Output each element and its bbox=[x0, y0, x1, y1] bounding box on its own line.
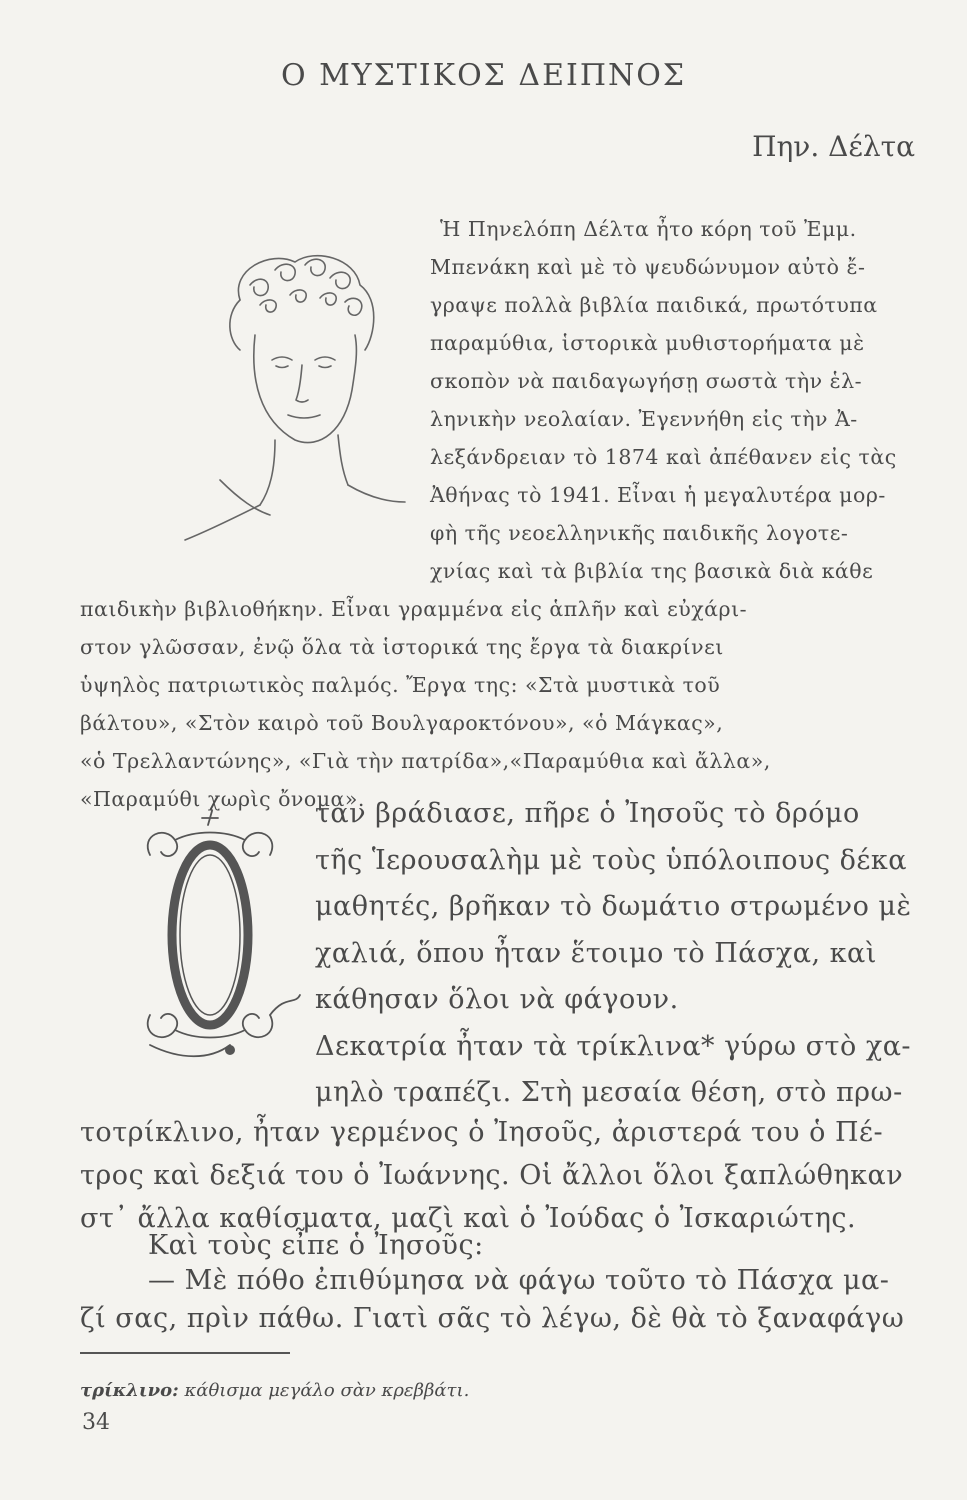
bio-line: Μπενάκη καὶ μὲ τὸ ψευδώνυμον αὐτὸ ἔ- bbox=[430, 255, 866, 279]
footnote-divider bbox=[80, 1352, 290, 1354]
story-line: χαλιά, ὅπου ἦταν ἕτοιμο τὸ Πάσχα, καὶ bbox=[315, 938, 877, 969]
footnote bbox=[80, 1380, 469, 1401]
story-line: Καὶ τοὺς εἶπε ὁ Ἰησοῦς: bbox=[148, 1230, 484, 1261]
story-line: τοτρίκλινο, ἦταν γερμένος ὁ Ἰησοῦς, ἀριστερά του ὁ Πέ- bbox=[80, 1117, 884, 1148]
footnote-definition: κάθισμα μεγάλο σὰν κρεββάτι. bbox=[178, 1380, 470, 1401]
bio-line: βάλτου», «Στὸν καιρὸ τοῦ Βουλγαροκτόνου», «ὁ Μάγκας», bbox=[80, 711, 724, 735]
story-line: τρος καὶ δεξιά του ὁ Ἰωάννης. Οἱ ἄλλοι ὅλοι ξαπλώθηκαν bbox=[80, 1160, 904, 1191]
story-line: στ᾽ ἄλλα καθίσματα, μαζὶ καὶ ὁ Ἰούδας ὁ Ἰσκαριώτης. bbox=[80, 1203, 857, 1234]
bio-line: ληνικὴν νεολαίαν. Ἐγεννήθη εἰς τὴν Ἀ- bbox=[430, 407, 858, 431]
bio-line: λεξάνδρειαν τὸ 1874 καὶ ἀπέθανεν εἰς τὰς bbox=[430, 445, 897, 469]
decorative-drop-cap bbox=[130, 800, 310, 1070]
chapter-title: Ο ΜΥΣΤΙΚΟΣ ΔΕΙΠΝΟΣ bbox=[280, 58, 687, 93]
bio-line: παραμύθια, ἱστορικὰ μυθιστορήματα μὲ bbox=[430, 331, 865, 355]
page-number: 34 bbox=[82, 1410, 110, 1435]
portrait-illustration bbox=[180, 240, 420, 560]
story-line: ζί σας, πρὶν πάθω. Γιατὶ σᾶς τὸ λέγω, δὲ θὰ τὸ ξαναφάγω bbox=[80, 1303, 905, 1334]
story-line: μηλὸ τραπέζι. Στὴ μεσαία θέση, στὸ πρω- bbox=[315, 1077, 903, 1108]
bio-line: παιδικὴν βιβλιοθήκην. Εἶναι γραμμένα εἰς ἁπλῆν καὶ εὐχάρι- bbox=[80, 597, 748, 621]
author-name: Πην. Δέλτα bbox=[752, 130, 915, 163]
footnote-term: τρίκλινο: bbox=[80, 1380, 179, 1401]
bio-line: στον γλῶσσαν, ἐνῷ ὅλα τὰ ἱστορικά της ἔργα τὰ διακρίνει bbox=[80, 635, 724, 659]
bio-line: Ἡ Πηνελόπη Δέλτα ἦτο κόρη τοῦ Ἐμμ. bbox=[440, 217, 857, 241]
bio-line: Ἀθήνας τὸ 1941. Εἶναι ἡ μεγαλυτέρα μορ- bbox=[430, 483, 886, 507]
story-line: — Μὲ πόθο ἐπιθύμησα νὰ φάγω τοῦτο τὸ Πάσχα μα- bbox=[148, 1265, 890, 1296]
bio-line: φὴ τῆς νεοελληνικῆς παιδικῆς λογοτε- bbox=[430, 521, 849, 545]
story-line: Δεκατρία ἦταν τὰ τρίκλινα* γύρω στὸ χα- bbox=[315, 1031, 912, 1062]
bio-line: χνίας καὶ τὰ βιβλία της βασικὰ διὰ κάθε bbox=[430, 559, 874, 583]
story-line: κάθησαν ὅλοι νὰ φάγουν. bbox=[315, 984, 679, 1015]
bio-line: σκοπὸν νὰ παιδαγωγήσῃ σωστὰ τὴν ἑλ- bbox=[430, 369, 863, 393]
story-line: μαθητές, βρῆκαν τὸ δωμάτιο στρωμένο μὲ bbox=[315, 891, 912, 922]
story-line: ταν βράδιασε, πῆρε ὁ Ἰησοῦς τὸ δρόμο bbox=[315, 798, 860, 829]
bio-line: «Παραμύθι χωρὶς ὄνομα». bbox=[80, 787, 365, 811]
bio-line: ὑψηλὸς πατριωτικὸς παλμός. Ἔργα της: «Στὰ μυστικὰ τοῦ bbox=[80, 673, 721, 697]
story-line: τῆς Ἱερουσαλὴμ μὲ τοὺς ὑπόλοιπους δέκα bbox=[315, 845, 908, 876]
bio-line: «ὁ Τρελλαντώνης», «Γιὰ τὴν πατρίδα»,«Παραμύθια καὶ ἄλλα», bbox=[80, 749, 771, 773]
bio-line: γραψε πολλὰ βιβλία παιδικά, πρωτότυπα bbox=[430, 293, 878, 317]
